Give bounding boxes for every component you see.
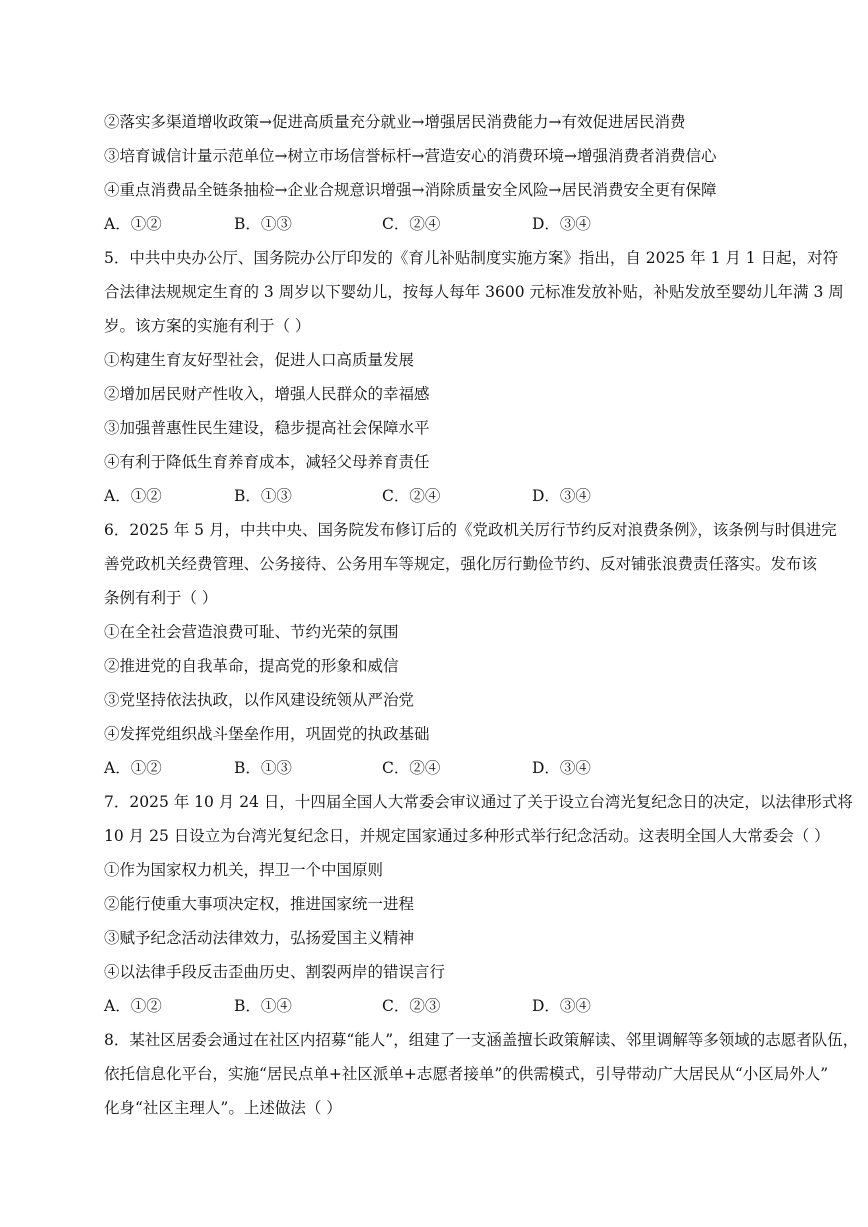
q5-option-c: C．②④ xyxy=(382,487,441,505)
q6-item-3: ③党坚持依法执政，以作风建设统领从严治党 xyxy=(104,691,415,709)
q7-item-3: ③赋予纪念活动法律效力，弘扬爱国主义精神 xyxy=(104,929,415,947)
q5-option-b: B．①③ xyxy=(234,487,292,505)
q5-stem-line-1: 5．中共中央办公厅、国务院办公厅印发的《育儿补贴制度实施方案》指出，自 2025 年 1 月 1 日起，对符 xyxy=(104,249,839,267)
q6-option-d: D．③④ xyxy=(532,759,591,777)
q8-stem-line-2: 依托信息化平台，实施“居民点单+社区派单+志愿者接单”的供需模式，引导带动广大居民从“小区局外人” xyxy=(104,1065,829,1083)
q6-stem-line-2: 善党政机关经费管理、公务接待、公务用车等规定，强化厉行勤俭节约、反对铺张浪费责任落实。发布该 xyxy=(104,555,818,573)
q6-item-2: ②推进党的自我革命，提高党的形象和威信 xyxy=(104,657,399,675)
q4-item-3: ③培育诚信计量示范单位→树立市场信誉标杆→营造安心的消费环境→增强消费者消费信心 xyxy=(104,147,717,165)
q7-item-1: ①作为国家权力机关，捍卫一个中国原则 xyxy=(104,861,384,879)
q6-item-1: ①在全社会营造浪费可耻、节约光荣的氛围 xyxy=(104,623,399,641)
q7-option-b: B．①④ xyxy=(234,997,292,1015)
q6-option-c: C．②④ xyxy=(382,759,441,777)
q6-option-b: B．①③ xyxy=(234,759,292,777)
q7-options xyxy=(104,996,804,1016)
q6-option-a: A．①② xyxy=(104,759,162,777)
q5-item-3: ③加强普惠性民生建设，稳步提高社会保障水平 xyxy=(104,419,430,437)
q6-item-4: ④发挥党组织战斗堡垒作用，巩固党的执政基础 xyxy=(104,725,430,743)
q6-stem-line-3: 条例有利于（ ） xyxy=(104,589,218,607)
q5-item-1: ①构建生育友好型社会，促进人口高质量发展 xyxy=(104,351,415,369)
q7-option-d: D．③④ xyxy=(532,997,591,1015)
q5-stem-line-3: 岁。该方案的实施有利于（ ） xyxy=(104,317,311,335)
q7-option-c: C．②③ xyxy=(382,997,441,1015)
q8-stem-line-1: 8．某社区居委会通过在社区内招募“能人”，组建了一支涵盖擅长政策解读、邻里调解等多领域的志愿者队伍， xyxy=(104,1031,859,1049)
q7-stem-line-1: 7．2025 年 10 月 24 日，十四届全国人大常委会审议通过了关于设立台湾光复纪念日的决定，以法律形式将 xyxy=(104,793,853,811)
q5-item-2: ②增加居民财产性收入，增强人民群众的幸福感 xyxy=(104,385,430,403)
q7-option-a: A．①② xyxy=(104,997,162,1015)
q4-option-c: C．②④ xyxy=(382,215,441,233)
q5-options xyxy=(104,486,804,506)
q4-item-4: ④重点消费品全链条抽检→企业合规意识增强→消除质量安全风险→居民消费安全更有保障 xyxy=(104,181,717,199)
q5-stem-line-2: 合法律法规规定生育的 3 周岁以下婴幼儿，按每人每年 3600 元标准发放补贴，补贴发放至婴幼儿年满 3 周 xyxy=(104,283,844,301)
q4-option-b: B．①③ xyxy=(234,215,292,233)
q4-option-a: A．①② xyxy=(104,215,162,233)
q8-stem-line-3: 化身“社区主理人”。上述做法（ ） xyxy=(104,1099,342,1117)
q7-item-2: ②能行使重大事项决定权，推进国家统一进程 xyxy=(104,895,415,913)
q6-options xyxy=(104,758,804,778)
q4-options xyxy=(104,214,804,234)
q7-item-4: ④以法律手段反击歪曲历史、割裂两岸的错误言行 xyxy=(104,963,446,981)
q7-stem-line-2: 10 月 25 日设立为台湾光复纪念日，并规定国家通过多种形式举行纪念活动。这表明全国人大常委会（ ） xyxy=(104,827,830,845)
q4-option-d: D．③④ xyxy=(532,215,591,233)
q4-item-2: ②落实多渠道增收政策→促进高质量充分就业→增强居民消费能力→有效促进居民消费 xyxy=(104,113,686,131)
q5-item-4: ④有利于降低生育养育成本，减轻父母养育责任 xyxy=(104,453,430,471)
q5-option-a: A．①② xyxy=(104,487,162,505)
q6-stem-line-1: 6．2025 年 5 月，中共中央、国务院发布修订后的《党政机关厉行节约反对浪费条例》，该条例与时俱进完 xyxy=(104,521,837,539)
q5-option-d: D．③④ xyxy=(532,487,591,505)
